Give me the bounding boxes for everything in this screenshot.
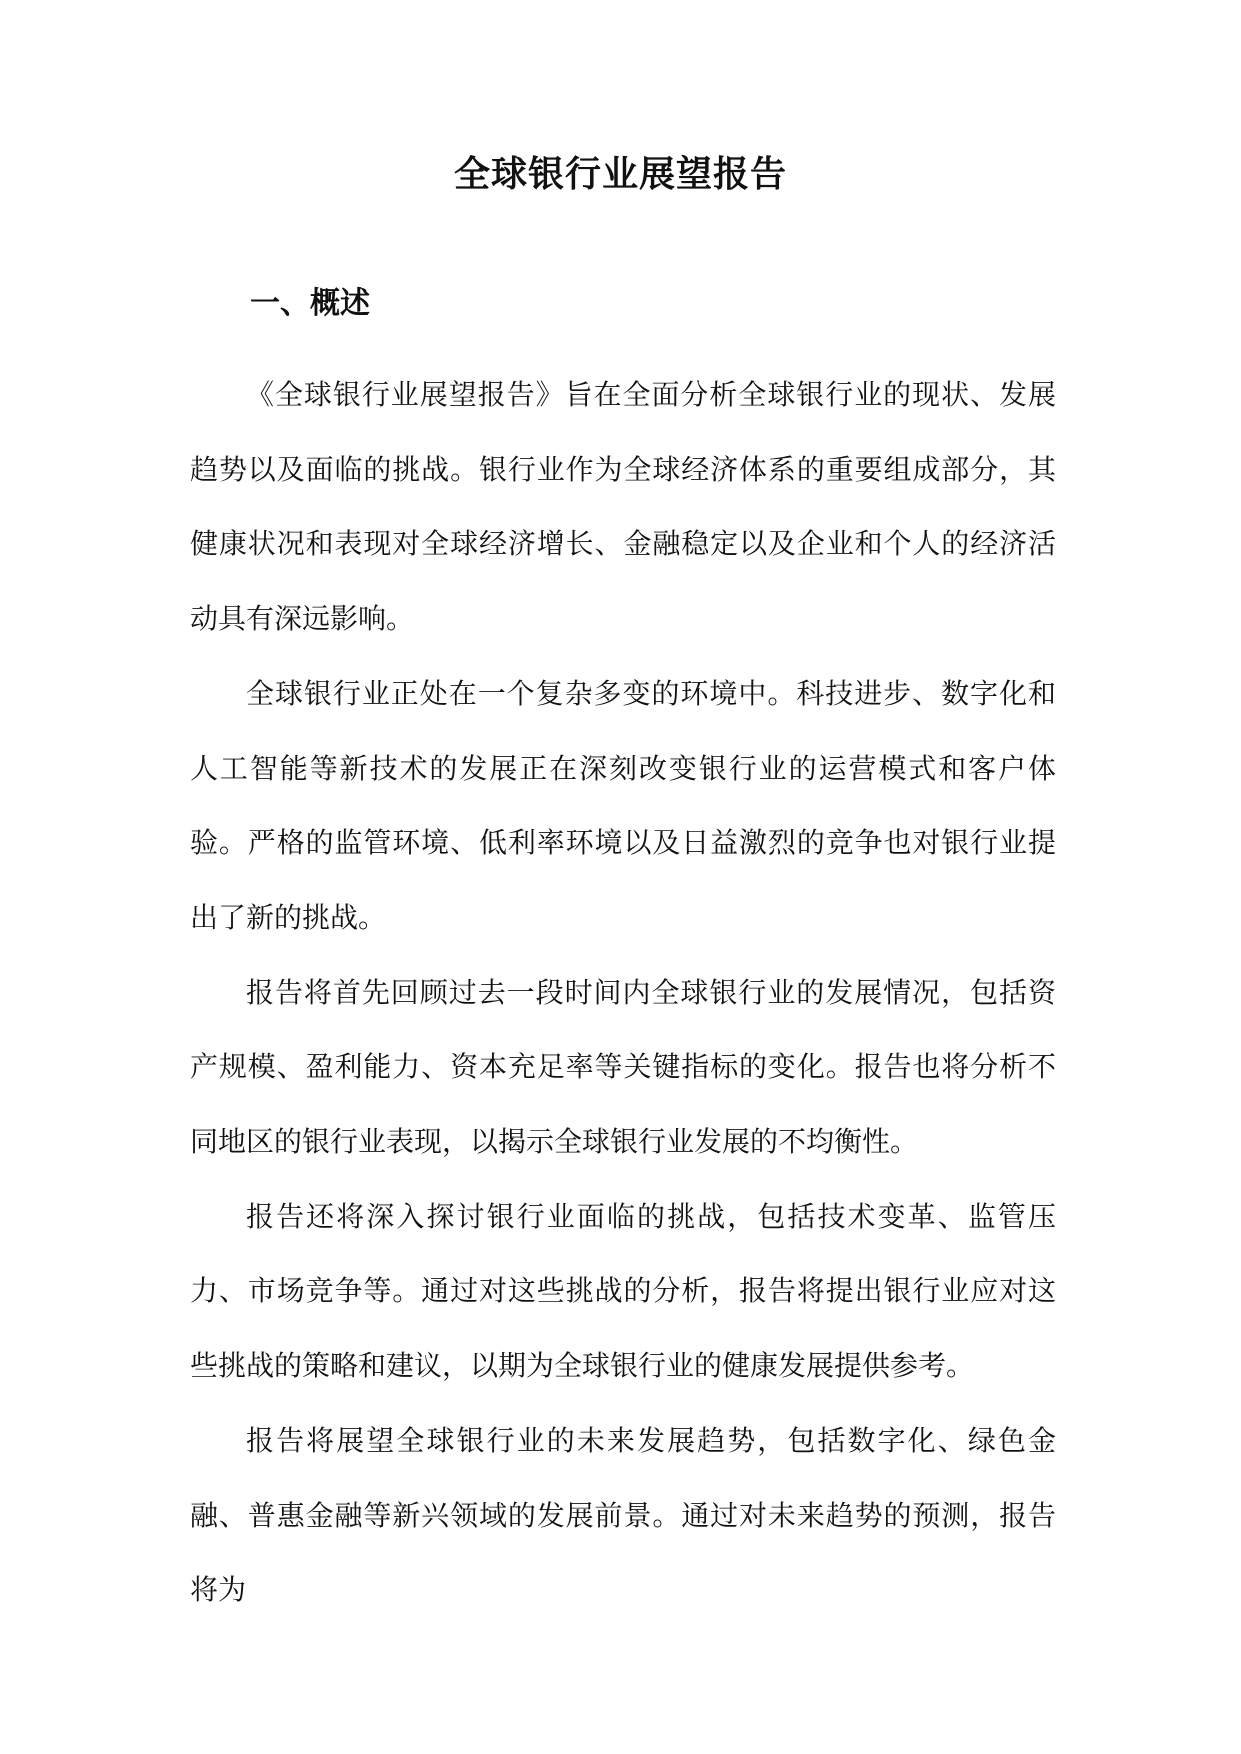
- paragraph: 全球银行业正处在一个复杂多变的环境中。科技进步、数字化和人工智能等新技术的发展正在深刻改变银行业的运营模式和客户体验。严格的监管环境、低利率环境以及日益激烈的竞争也对银行业提出了新的挑战。: [190, 676, 1056, 934]
- paragraph: 《全球银行业展望报告》旨在全面分析全球银行业的现状、发展趋势以及面临的挑战。银行业作为全球经济体系的重要组成部分，其健康状况和表现对全球经济增长、金融稳定以及企业和个人的经济活动具有深远影响。: [190, 378, 1056, 636]
- section-heading: 一、概述: [250, 286, 370, 321]
- document-title: 全球银行业展望报告: [453, 154, 787, 195]
- body-text: [190, 358, 1056, 1628]
- paragraph: 报告将展望全球银行业的未来发展趋势，包括数字化、绿色金融、普惠金融等新兴领域的发展前景。通过对未来趋势的预测，报告将为: [190, 1423, 1056, 1607]
- paragraph: 报告还将深入探讨银行业面临的挑战，包括技术变革、监管压力、市场竞争等。通过对这些挑战的分析，报告将提出银行业应对这些挑战的策略和建议，以期为全球银行业的健康发展提供参考。: [190, 1199, 1056, 1383]
- paragraph: 报告将首先回顾过去一段时间内全球银行业的发展情况，包括资产规模、盈利能力、资本充足率等关键指标的变化。报告也将分析不同地区的银行业表现，以揭示全球银行业发展的不均衡性。: [190, 975, 1056, 1159]
